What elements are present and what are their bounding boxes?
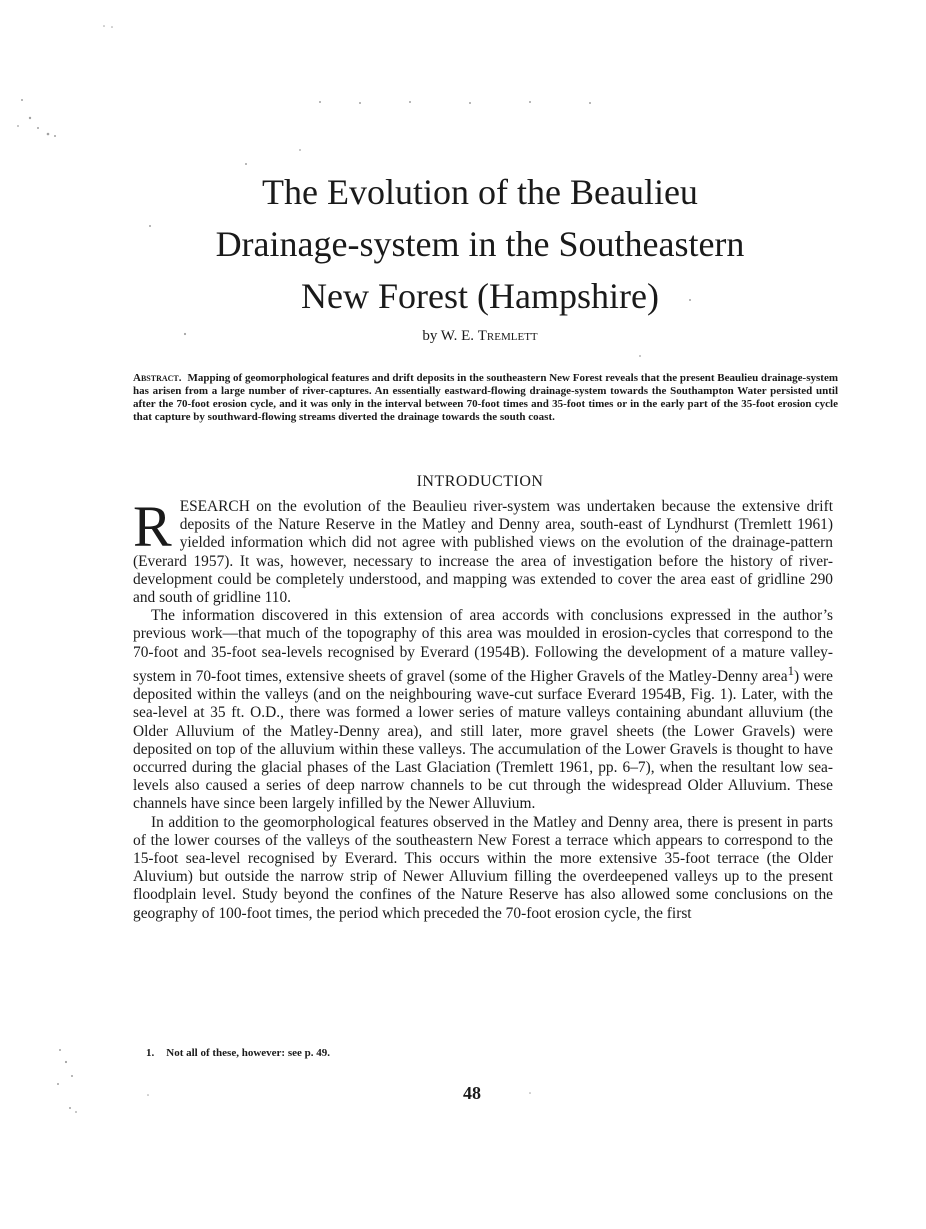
footnote-ref: 1 — [787, 663, 794, 678]
paragraph-2-text-a: The information discovered in this extension of area accords with conclusions expressed in the author’s previous work—that much of the topography of this area was moulded in erosion-cycles that correspond to the 70-foot and 35-foot sea-levels recognised by Everard (1954B). Following the development of a mature valley-system in 70-foot times, extensive sheets of gravel (some of the Higher Gravels of the Matley-Denny area — [133, 607, 833, 685]
paragraph-1 — [133, 494, 833, 607]
footnote — [146, 1047, 330, 1059]
section-heading: INTRODUCTION — [416, 473, 544, 490]
paragraph-3 — [133, 814, 833, 923]
body-text — [133, 494, 833, 923]
abstract — [133, 372, 838, 424]
abstract-text: Mapping of geomorphological features and drift deposits in the southeastern New Forest reveals that the present Beaulieu drainage-system has arisen from a large number of river-captures. An essentially eastward-flowing drainage-system towards the Southampton Water persisted until after the 70-foot erosion cycle, and it was only in the interval between 70-foot times and 35-foot times or in the early part of the 35-foot erosion cycle that capture by southward-flowing streams diverted the drainage towards the south coast. — [133, 372, 838, 423]
byline — [130, 328, 830, 345]
article-title — [130, 166, 830, 322]
footnote-number: 1. — [146, 1047, 155, 1059]
title-line-2: Drainage-system in the Southeastern — [215, 224, 745, 264]
author-surname: Tremlett — [477, 328, 538, 344]
paragraph-2-text-b: ) were deposited within the valleys (and on the neighbouring wave-cut surface Everard 1954B, Fig. 1). Later, with the sea-level at 35 ft. O.D., there was formed a lower series of mature valleys containing abundant alluvium (the Older Alluvium of the Matley-Denny area), and still later, more gravel sheets (the Lower Gravels) were deposited on top of the alluvium within these valleys. The accumulation of the Lower Gravels is thought to have occurred during the glacial phases of the Last Glaciation (Tremlett 1961, pp. 6–7), when the resultant low sea-levels also caused a series of deep narrow channels to be cut through the widespread Older Alluvium. These channels have since been largely infilled by the Newer Alluvium. — [133, 667, 833, 813]
byline-prefix: by W. E. — [422, 328, 478, 344]
title-line-3: New Forest (Hampshire) — [301, 276, 659, 316]
abstract-label: Abstract. — [133, 372, 182, 384]
footnote-text: Not all of these, however: see p. 49. — [166, 1047, 330, 1059]
title-line-1: The Evolution of the Beaulieu — [262, 172, 698, 212]
page-number: 48 — [463, 1083, 481, 1103]
drop-cap: R — [133, 494, 172, 559]
paragraph-2 — [133, 607, 833, 813]
paragraph-1-text: ESEARCH on the evolution of the Beaulieu river-system was undertaken because the extensive drift deposits of the Nature Reserve in the Matley and Denny area, south-east of Lyndhurst (Tremlett 1961) yielded information which did not agree with published views on the evolution of the drainage-pattern (Everard 1957). It was, however, necessary to increase the area of investigation before the history of river-development could be completely understood, and mapping was extended to cover the area east of gridline 290 and south of gridline 110. — [133, 498, 833, 607]
paragraph-3-text: In addition to the geomorphological features observed in the Matley and Denny area, there is present in parts of the lower courses of the valleys of the southeastern New Forest a terrace which appears to correspond to the 15-foot sea-level recognised by Everard. This occurs within the more extensive 35-foot terrace (the Older Aluvium) but outside the narrow strip of Newer Alluvium filling the overdeepened valleys up to the present floodplain level. Study beyond the confines of the Nature Reserve has also allowed some conclusions on the geography of 100-foot times, the period which preceded the 70-foot erosion cycle, the first — [133, 813, 833, 922]
